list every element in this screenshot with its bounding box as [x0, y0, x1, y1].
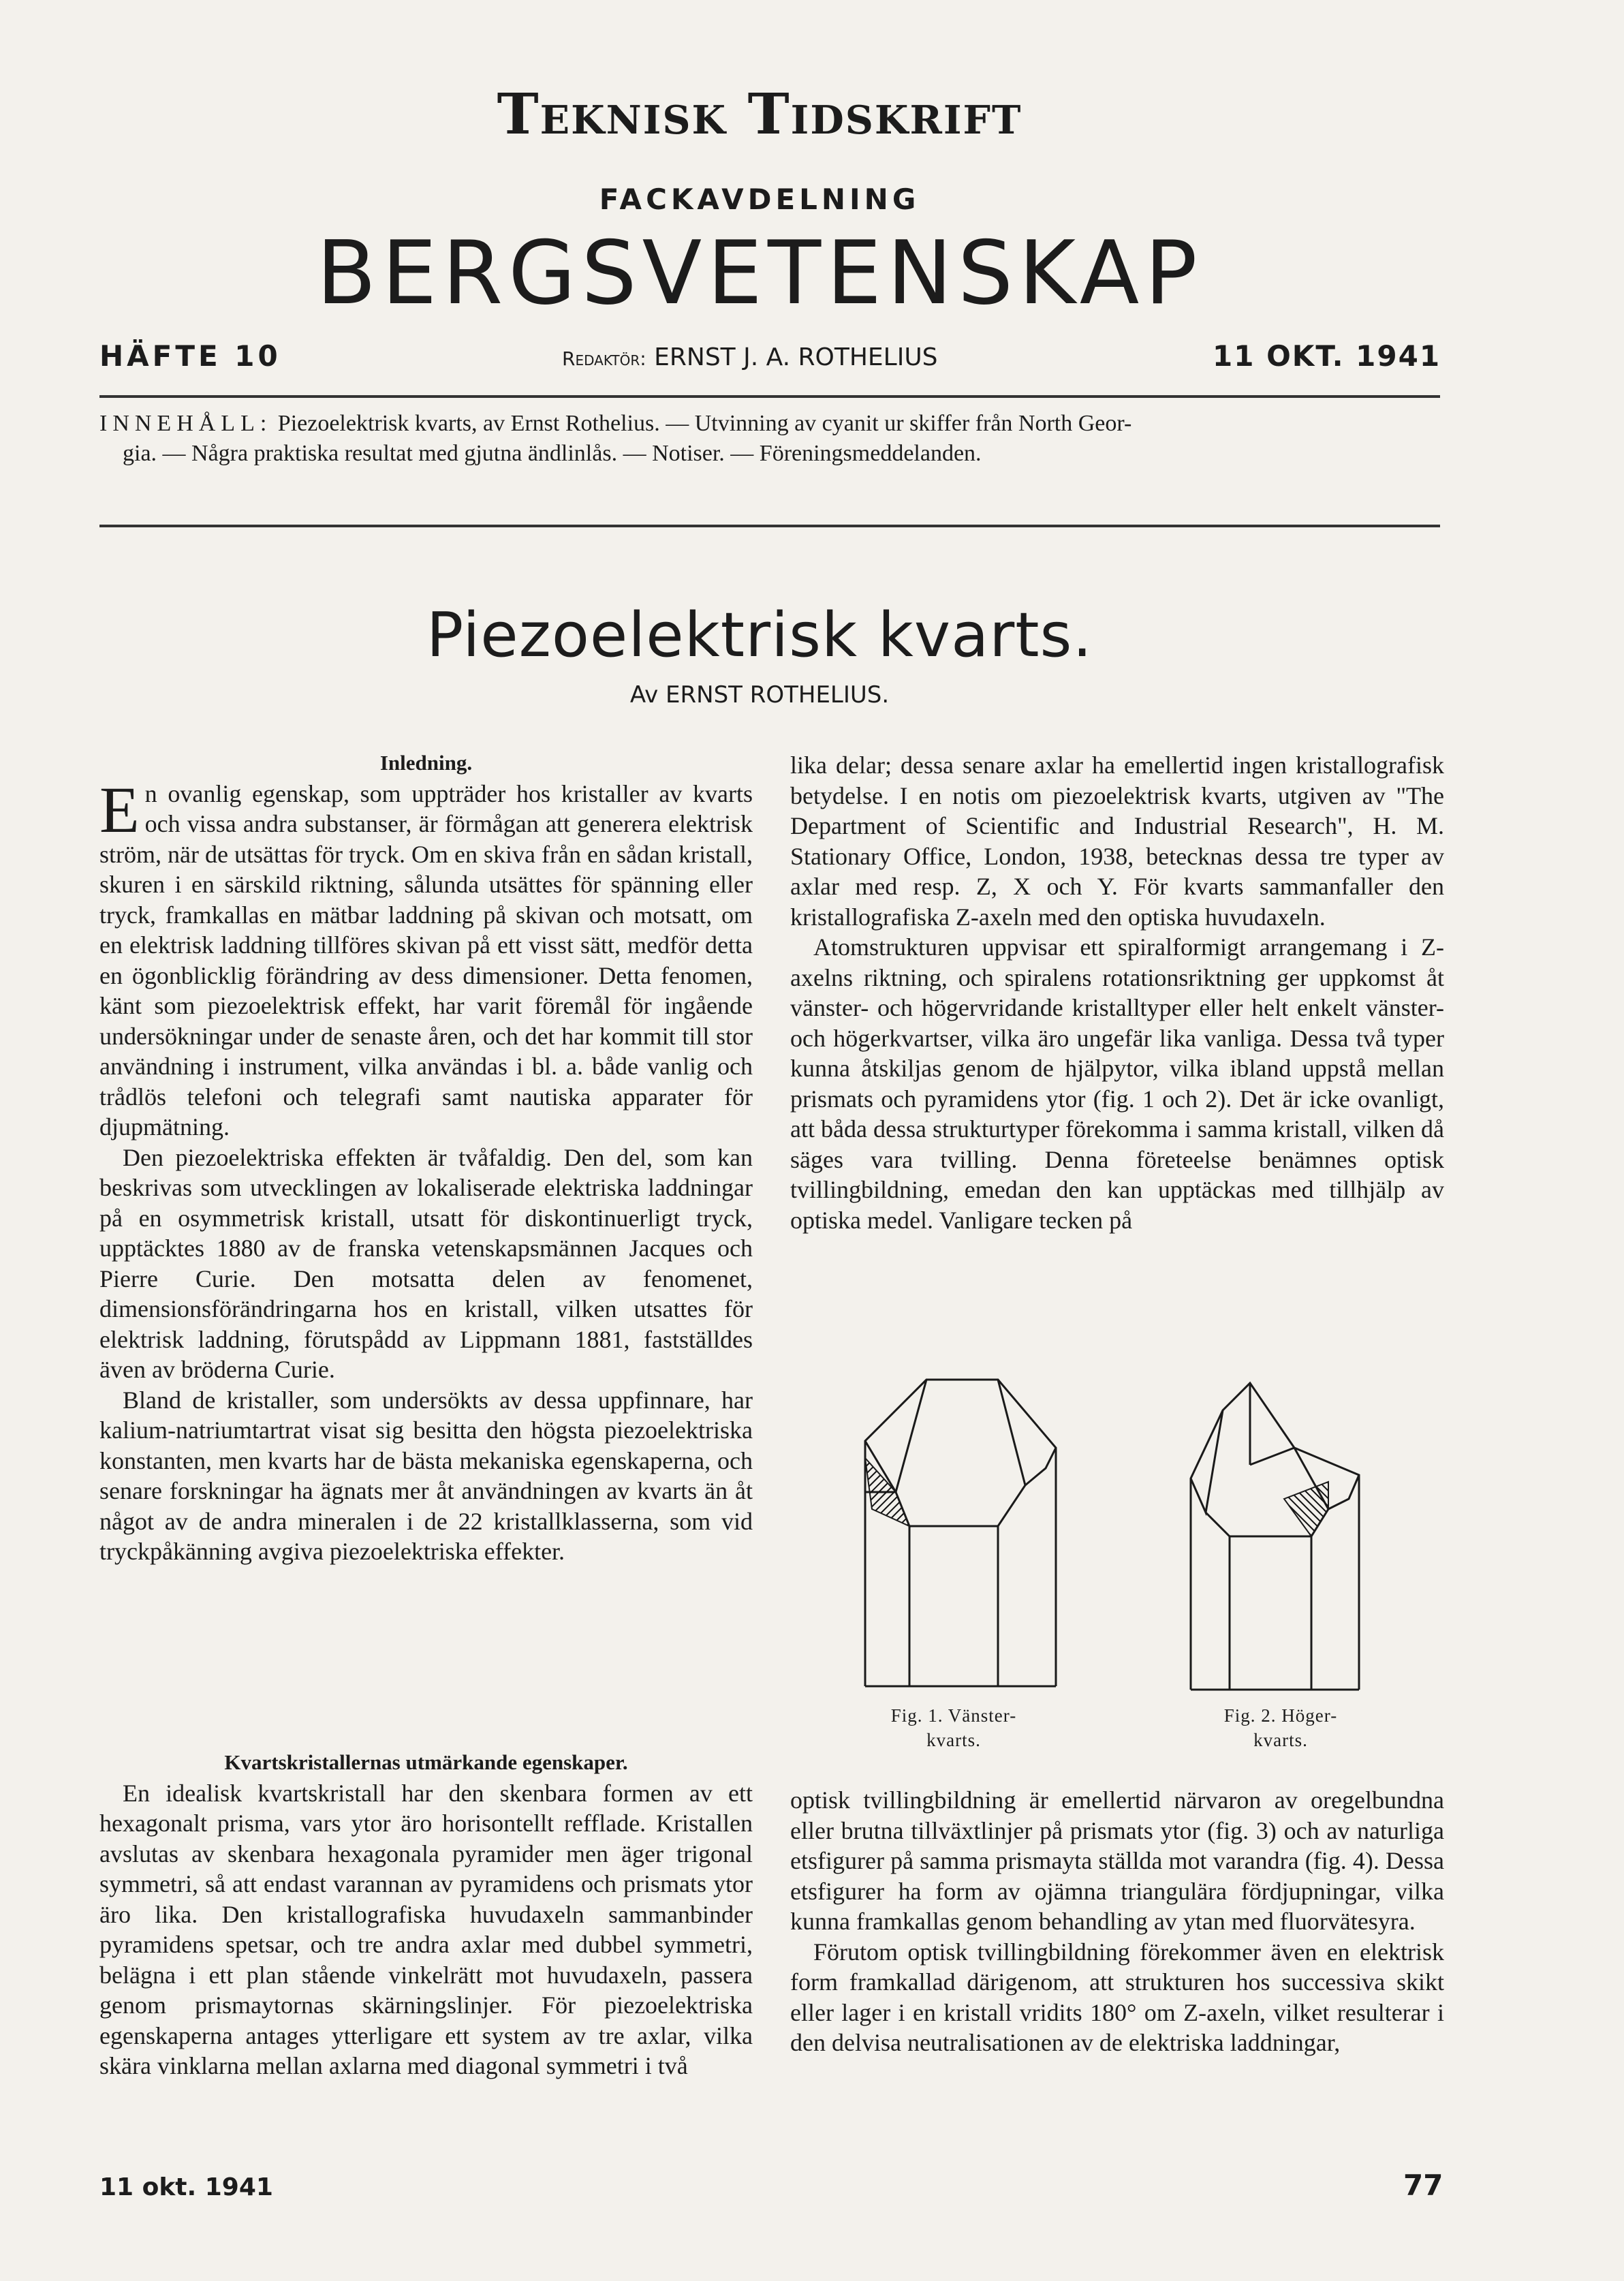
section-label: FACKAVDELNING [599, 183, 920, 216]
issue-number: HÄFTE 10 [99, 339, 281, 373]
article-byline: Av ERNST ROTHELIUS. [629, 681, 890, 709]
contents-label: INNEHÅLL: [99, 411, 272, 436]
issue-date: 11 OKT. 1941 [1213, 339, 1441, 373]
paragraph: Förutom optisk tvillingbildning förekommer även en elektrisk form framkallad därigenom, att strukturen hos successiva skikt eller lager i en kristall vridits 180° om Z-axeln, vilket resulterar i den delvisa neutralisationen av de elektriska laddningar, [790, 1938, 1444, 2056]
editor-prefix: Redaktör: [562, 347, 646, 370]
left-column-top [99, 748, 753, 1567]
paragraph: optisk tvillingbildning är emellertid närvaron av oregelbundna eller brutna tillväxtlinjer på prismats ytor (fig. 3) och av naturliga etsfigurer på samma prismayta ställda mot varandra (fig. 4). Dessa etsfigurer ha form av ojämna triangulära fördjupningar, vilka kunna framkallas genom behandling av ytan med fluorvätesyra. [790, 1786, 1444, 1935]
left-column-bottom [99, 1748, 753, 2081]
paragraph: Atomstrukturen uppvisar ett spiralformigt arrangemang i Z-axelns riktning, och spiralens rotationsriktning ger uppkomst åt vänster- och högervridande kristalltyper eller helt enkelt vänster- och högerkvartser, vilka äro ungefär lika vanliga. Dessa två typer kunna åtskiljas genom de hjälpytor, vilka ibland uppstå mellan prismats och pyramidens ytor (fig. 1 och 2). Det är icke ovanligt, att båda dessa strukturtyper förekomma i samma kristall, vilken då säges vara tvilling. Denna företeelse benämnes optisk tvillingbildning, emedan den kan upptäckas med tillhjälp av optiska medel. Vanligare tecken på [790, 933, 1444, 1234]
paragraph [99, 773, 753, 1143]
magazine-title: Teknisk Tidskrift [497, 82, 1022, 147]
paragraph: Den piezoelektriska effekten är tvåfaldig. Den del, som kan beskrivas som utvecklingen av lokaliserade elektriska laddningar på en osymmetrisk kristall, utsatt för diskontinuerligt tryck, upptäcktes 1880 av de franska vetenskapsmännen Jacques och Pierre Curie. Den motsatta delen av fenomenet, dimensionsförändringarna hos en kristall, vilken utsattes för elektrisk laddning, förutspådd av Lippmann 1881, fastställdes även av bröderna Curie. [99, 1143, 753, 1383]
editor-name: ERNST J. A. ROTHELIUS [654, 343, 938, 371]
right-column-top [790, 750, 1444, 1235]
divider-top [99, 395, 1440, 398]
paragraph-text: n ovanlig egenskap, som uppträder hos kristaller av kvarts och vissa andra substanser, är förmågan att generera elektrisk ström, när de utsättas för tryck. Om en skiva från en sådan kristall, skuren i en särskild riktning, sålunda utsättes för spänning eller tryck, framkallas en mätbar laddning på skivan och motsatt, om en elektrisk laddning tillföres skivan på ett visst sätt, medför detta en ögonblicklig förändring av dess dimensioner. Detta fenomen, känt som piezoelektrisk effekt, har varit föremål för ingående undersökningar under de senaste åren, och det har kommit till stor användning i instrument, vilka användas i bl. a. både vanlig och trådlös telefoni och telegrafi samt nautiska apparater för djupmätning. [99, 779, 753, 1140]
editor-line [562, 343, 938, 371]
right-column-bottom [790, 1785, 1444, 2058]
section-heading-properties: Kvartskristallernas utmärkande egenskaper. [224, 1750, 628, 1774]
figure-2-caption [1185, 1703, 1376, 1752]
figure-1-caption-line-2: kvarts. [926, 1730, 981, 1750]
divider-bottom [99, 525, 1440, 527]
page-number: 77 [1403, 2169, 1443, 2202]
drop-cap: E [99, 773, 140, 846]
section-heading-introduction: Inledning. [379, 751, 473, 775]
figure-right-quartz-crystal [1185, 1380, 1369, 1696]
figure-2-caption-line-2: kvarts. [1253, 1730, 1308, 1750]
figure-left-quartz-crystal [858, 1373, 1069, 1693]
paragraph: lika delar; dessa senare axlar ha emellertid ingen kristallografisk betydelse. I en notis om piezoelektrisk kvarts, utgiven av "The Department of Scientific and Industrial Research", H. M. Stationary Office, London, 1938, betecknas dessa tre typer av axlar med resp. Z, X och Y. För kvarts sammanfaller den kristallografiska Z-axeln med den optiska huvudaxeln. [790, 751, 1444, 931]
contents-line-1: Piezoelektrisk kvarts, av Ernst Rothelius. — Utvinning av cyanit ur skiffer från North Geor- [277, 411, 1132, 436]
section-title: BERGSVETENSKAP [316, 223, 1203, 324]
paragraph: En idealisk kvartskristall har den skenbara formen av ett hexagonalt prisma, vars ytor äro horisontellt refflade. Kristallen avslutas av skenbara hexagonala pyramider men äger trigonal symmetri, så att endast varannan av pyramidens och prismats ytor äro lika. Den kristallografiska huvudaxeln sammanbinder pyramidens spetsar, och tre andra axlar med dubbel symmetri, belägna i ett plan stående vinkelrätt mot huvudaxeln, passera genom prismaytornas skärningslinjer. För piezoelektriska egenskaperna antages ytterligare ett system av tre axlar, vilka skära vinklarna mellan axlarna med diagonal symmetri i två [99, 1779, 753, 2079]
contents-line-2: gia. — Några praktiska resultat med gjutna ändlinlås. — Notiser. — Föreningsmeddelanden. [123, 441, 982, 466]
footer-date: 11 okt. 1941 [99, 2173, 273, 2201]
figure-1-caption [852, 1703, 1056, 1752]
paragraph: Bland de kristaller, som undersökts av dessa uppfinnare, har kalium-natriumtartrat visat sig besitta den högsta piezoelektriska konstanten, men kvarts har de bästa mekaniska egenskaperna, och senare forskningar ha ägnats mer åt användningen av kvarts än åt något av de andra mineralen i de 22 kristallklasserna, som vid tryckpåkänning avgiva piezoelektriska effekter. [99, 1386, 753, 1565]
article-title: Piezoelektrisk kvarts. [426, 600, 1093, 671]
figure-1-caption-line-1: Fig. 1. Vänster- [890, 1705, 1017, 1726]
figure-2-caption-line-1: Fig. 2. Höger- [1223, 1705, 1338, 1726]
table-of-contents [99, 409, 1440, 469]
